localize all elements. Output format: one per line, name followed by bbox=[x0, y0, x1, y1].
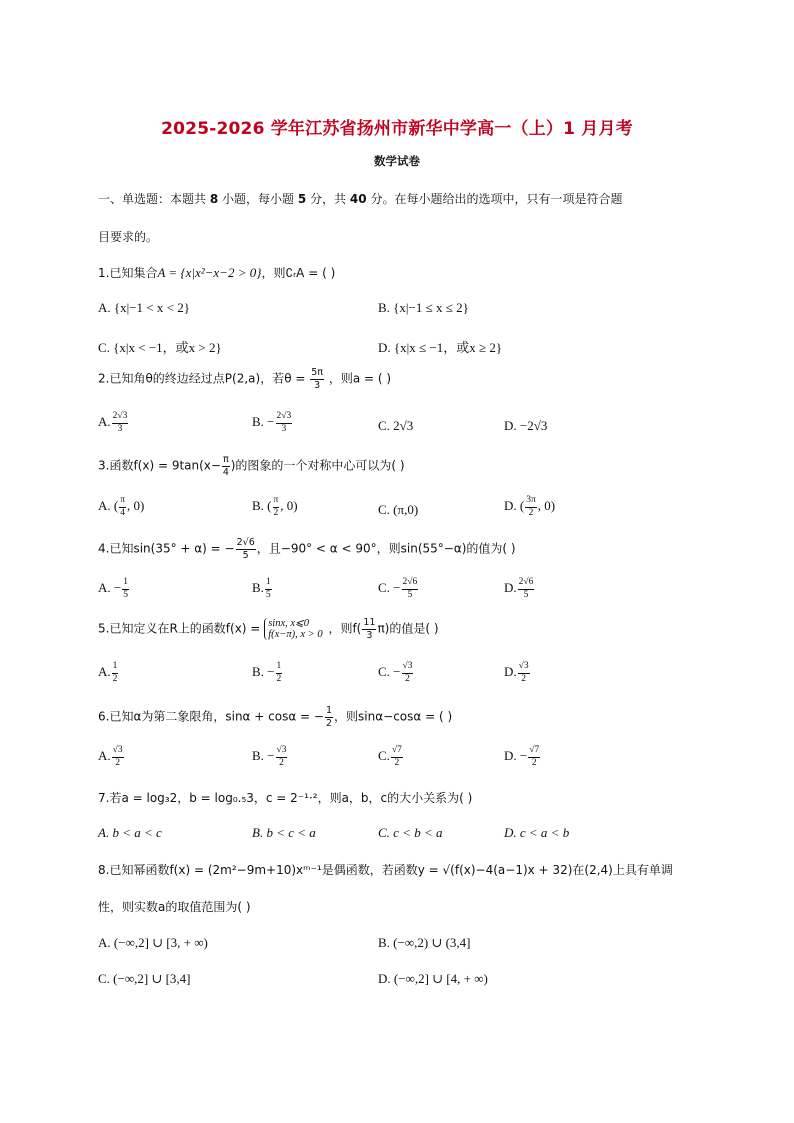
instr-points-total: 40 bbox=[349, 192, 367, 206]
q2-option-c[interactable]: C. 2√3 bbox=[378, 418, 414, 433]
question-6: 6.已知α为第二象限角，sinα + cosα = − $\frac{1}{2}$ ，则sinα−cosα = ( ) bbox=[98, 705, 453, 729]
q6-option-d[interactable]: D. − $\frac{√7}{2}$ bbox=[504, 745, 540, 768]
q2-option-d[interactable]: D. −2√3 bbox=[504, 418, 548, 433]
q-stem: ，则∁ᵣA = ( ) bbox=[261, 266, 336, 280]
q4-option-c[interactable]: C. − $\frac{2√6}{5}$ bbox=[378, 577, 418, 600]
q6-option-a[interactable]: A. $\frac{√3}{2}$ bbox=[98, 745, 123, 768]
question-8-line1: 8.已知幂函数f(x) = (2m²−9m+10)xᵐ⁻¹是偶函数，若函数y = √(f(x)−4(a−1)x + 32)在(2,4)上具有单调 bbox=[98, 863, 673, 877]
q2-option-a[interactable]: A. $\frac{2√3}{3}$ bbox=[98, 411, 128, 434]
instr-text: 分。在每小题给出的选项中，只有一项是符合题 bbox=[370, 192, 623, 206]
question-8-line2: 性，则实数a的取值范围为( ) bbox=[98, 900, 251, 914]
q4-option-a[interactable]: A. − $\frac{1}{5}$ bbox=[98, 577, 128, 600]
q8-option-d[interactable]: D. (−∞,2] ∪ [4, + ∞) bbox=[378, 971, 488, 986]
q6-option-b[interactable]: B. − $\frac{√3}{2}$ bbox=[252, 745, 287, 768]
q7-option-a[interactable]: A. b < a < c bbox=[98, 825, 162, 840]
instr-count: 8 bbox=[209, 192, 219, 206]
instr-text: 分，共 bbox=[310, 192, 347, 206]
q7-option-b[interactable]: B. b < c < a bbox=[252, 825, 316, 840]
section-instructions-line2: 目要求的。 bbox=[98, 230, 159, 244]
q-stem: 1.已知集合 bbox=[98, 266, 158, 280]
question-3: 3.函数f(x) = 9tan(x− $\frac{\pi}{4}$ )的图象的一个对称中心可以为( ) bbox=[98, 454, 405, 478]
q1-option-a[interactable]: A. {x|−1 < x < 2} bbox=[98, 300, 190, 315]
q6-option-c[interactable]: C. $\frac{√7}{2}$ bbox=[378, 745, 402, 768]
q5-option-a[interactable]: A. $\frac{1}{2}$ bbox=[98, 661, 118, 684]
q3-option-b[interactable]: B. ( $\frac{\pi}{2}$ , 0) bbox=[252, 495, 298, 518]
q4-option-d[interactable]: D. $\frac{2√6}{5}$ bbox=[504, 577, 534, 600]
q3-option-d[interactable]: D. ( $\frac{3\pi}{2}$ , 0) bbox=[504, 495, 556, 518]
q5-option-b[interactable]: B. − $\frac{1}{2}$ bbox=[252, 661, 282, 684]
q2-option-b[interactable]: B. − $\frac{2√3}{3}$ bbox=[252, 411, 292, 434]
q5-option-d[interactable]: D. $\frac{√3}{2}$ bbox=[504, 661, 529, 684]
section-instructions-line1 bbox=[98, 190, 622, 207]
q-stem: 2.已知角θ的终边经过点P(2,a)，若θ = bbox=[98, 371, 306, 386]
exam-title: 2025-2026 学年江苏省扬州市新华中学高一（上）1 月月考 bbox=[161, 119, 633, 139]
instr-text: 一、单选题：本题共 bbox=[98, 192, 207, 206]
q-math: A = {x|x²−x−2 > 0} bbox=[157, 265, 262, 280]
q5-option-c[interactable]: C. − $\frac{√3}{2}$ bbox=[378, 661, 413, 684]
piecewise-brace: sinx, x⩽0 f(x−π), x > 0 bbox=[264, 618, 322, 640]
question-4: 4.已知sin(35° + α) = − $\frac{2√6}{5}$ ，且−90° < α < 90°，则sin(55°−α)的值为( ) bbox=[98, 537, 516, 561]
question-2 bbox=[98, 368, 391, 390]
q7-option-c[interactable]: C. c < b < a bbox=[378, 825, 443, 840]
q8-option-b[interactable]: B. (−∞,2) ∪ (3,4] bbox=[378, 935, 471, 950]
question-5: 5.已知定义在R上的函数f(x) = sinx, x⩽0 f(x−π), x > 0 ，则f( $\frac{11}{3}$ π)的值是( ) bbox=[98, 617, 439, 641]
q7-option-d[interactable]: D. c < a < b bbox=[504, 825, 570, 840]
q4-option-b[interactable]: B. $\frac{1}{5}$ bbox=[252, 577, 271, 600]
q3-option-a[interactable]: A. ( $\frac{\pi}{4}$ , 0) bbox=[98, 495, 145, 518]
q-fraction: $\frac{5\pi}{3}$ bbox=[311, 367, 323, 391]
question-1 bbox=[98, 264, 335, 281]
instr-text: 小题，每小题 bbox=[222, 192, 295, 206]
exam-subtitle: 数学试卷 bbox=[374, 154, 420, 168]
instr-points-each: 5 bbox=[297, 192, 307, 206]
question-7: 7.若a = log₃2，b = log₀.₅3，c = 2⁻¹·²，则a，b，c的大小关系为( ) bbox=[98, 791, 473, 805]
q3-option-c[interactable]: C. (π,0) bbox=[378, 502, 419, 517]
q-stem: ，则a = ( ) bbox=[328, 371, 392, 386]
q1-option-b[interactable]: B. {x|−1 ≤ x ≤ 2} bbox=[378, 300, 469, 315]
q1-option-c[interactable]: C. {x|x < −1，或x > 2} bbox=[98, 340, 222, 355]
q8-option-a[interactable]: A. (−∞,2] ∪ [3, + ∞) bbox=[98, 935, 208, 950]
q8-option-c[interactable]: C. (−∞,2] ∪ [3,4] bbox=[98, 971, 191, 986]
q1-option-d[interactable]: D. {x|x ≤ −1，或x ≥ 2} bbox=[378, 340, 503, 355]
